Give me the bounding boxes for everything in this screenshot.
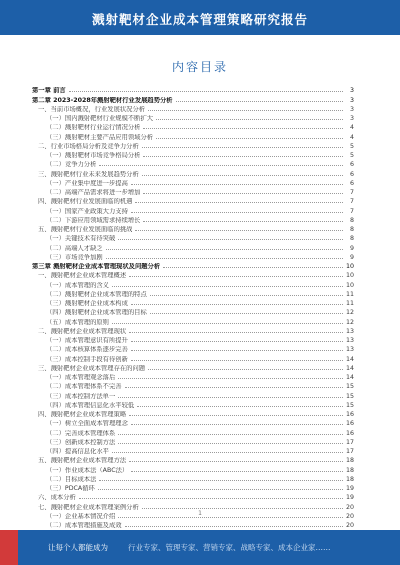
toc-entry-page: 11 [345, 290, 354, 298]
toc-entry[interactable] [32, 363, 354, 372]
toc-entry[interactable] [32, 85, 354, 94]
toc-dot-leader [118, 396, 343, 398]
toc-entry-page: 9 [349, 253, 354, 261]
toc-dot-leader [69, 90, 343, 92]
toc-entry-page: 14 [345, 355, 354, 363]
toc-entry-page: 4 [349, 133, 354, 141]
toc-dot-leader [142, 146, 343, 148]
toc-entry-label: （一）树立全面成本管理理念 [46, 420, 128, 428]
toc-entry-label: 五、溅射靶材行业发展面临的挑战 [38, 226, 133, 233]
toc-dot-leader [112, 322, 343, 324]
toc-entry-page: 15 [345, 401, 354, 409]
toc-entry[interactable] [32, 427, 354, 436]
toc-entry[interactable] [32, 446, 354, 455]
toc-entry[interactable] [32, 483, 354, 492]
toc-entry-page: 16 [345, 420, 354, 428]
toc-entry-page: 8 [349, 235, 354, 243]
toc-dot-leader [129, 414, 343, 416]
toc-dot-leader [129, 275, 343, 277]
toc-dot-leader [148, 368, 343, 370]
toc-entry-page: 5 [349, 142, 354, 150]
toc-entry-page: 20 [345, 522, 354, 529]
toc-entry-label: 六、成本分析 [38, 494, 76, 502]
toc-entry-label: （二）成本管理体系不完善 [46, 383, 122, 391]
toc-entry[interactable] [32, 205, 354, 214]
toc-dot-leader [176, 100, 343, 102]
toc-entry-page: 10 [345, 263, 354, 270]
toc-dot-leader [143, 127, 343, 129]
toc-dot-leader [118, 433, 343, 435]
toc-dot-leader [135, 229, 343, 231]
toc-entry[interactable] [32, 150, 354, 159]
toc-entry-label: （一）溅射靶材市场竞争格局分析 [46, 152, 141, 159]
toc-dot-leader [129, 460, 343, 462]
toc-entry-label: 一、当前市场概况，行业发展状况分析 [38, 105, 146, 113]
toc-entry-page: 19 [345, 494, 354, 502]
toc-entry-page: 7 [349, 207, 354, 215]
toc-entry-label: （四）成本管理信息化水平较低 [46, 401, 135, 409]
toc-entry[interactable] [32, 159, 354, 168]
toc-entry-page: 6 [349, 170, 354, 178]
toc-dot-leader [142, 174, 343, 176]
toc-entry-page: 20 [345, 512, 354, 520]
toc-entry-page: 6 [349, 179, 354, 187]
toc-entry[interactable] [32, 122, 354, 131]
toc-entry[interactable] [32, 418, 354, 427]
toc-dot-leader [143, 155, 343, 157]
toc-entry-page: 9 [349, 244, 354, 252]
toc-entry[interactable] [32, 474, 354, 483]
toc-entry[interactable] [32, 353, 354, 362]
toc-dot-leader [131, 423, 343, 425]
toc-entry-page: 14 [345, 364, 354, 372]
toc-dot-leader [143, 220, 343, 222]
toc-entry-page: 17 [345, 448, 354, 455]
toc-entry[interactable] [32, 113, 354, 122]
toc-dot-leader [137, 405, 343, 407]
toc-dot-leader [131, 211, 343, 213]
toc-entry[interactable] [32, 270, 354, 279]
toc-entry[interactable] [32, 279, 354, 288]
toc-dot-leader [112, 285, 343, 287]
toc-dot-leader [148, 109, 343, 111]
toc-entry[interactable] [32, 233, 354, 242]
toc-entry-label: （四）溅射靶材企业成本管理的目标 [46, 309, 147, 317]
toc-entry-page: 3 [349, 105, 354, 113]
toc-dot-leader [125, 525, 343, 527]
toc-dot-leader [156, 118, 343, 120]
toc-entry-label: （二）溅射靶材行业运行情况分析 [46, 124, 141, 132]
toc-entry[interactable] [32, 464, 354, 473]
toc-entry-label: （一）成本管理的含义 [46, 281, 109, 289]
toc-dot-leader [118, 442, 343, 444]
toc-entry[interactable] [32, 492, 354, 501]
toc-entry[interactable] [32, 131, 354, 140]
toc-dot-leader [106, 257, 343, 259]
toc-entry-label: 第一章 前言 [32, 87, 66, 95]
toc-entry-label: （一）企业基本情况介绍 [46, 512, 116, 520]
report-title: 溅射靶材企业成本管理策略研究报告 [91, 12, 308, 27]
toc-dot-leader [112, 451, 343, 453]
toc-dot-leader [129, 331, 343, 333]
toc-entry-label: 三、溅射靶材企业成本管理存在的问题 [38, 364, 146, 372]
toc-entry-label: （四）提高信息化水平 [46, 448, 109, 455]
toc-dot-leader [125, 386, 343, 388]
toc-entry[interactable] [32, 104, 354, 113]
toc-entry-label: 四、溅射靶材行业发展面临的机遇 [38, 198, 133, 206]
toc-entry-label: 第三章 溅射靶材企业成本管理现状及问题分析 [32, 263, 161, 270]
toc-entry[interactable] [32, 437, 354, 446]
toc-entry-page: 15 [345, 392, 354, 400]
toc-entry-label: 二、溅射靶材企业成本管理现状 [38, 327, 127, 335]
toc-entry-label: （二）成本管理措施及成效 [46, 522, 122, 529]
toc-entry[interactable] [32, 289, 354, 298]
toc-dot-leader [150, 312, 343, 314]
toc-entry[interactable] [32, 242, 354, 251]
header-bar [0, 0, 400, 35]
toc-entry-page: 3 [349, 115, 354, 122]
toc-entry-page: 18 [345, 475, 354, 483]
toc-entry-page: 18 [345, 457, 354, 465]
toc-entry-label: （一）国内溅射靶材行业规模不断扩大 [46, 115, 154, 122]
table-of-contents [32, 85, 354, 529]
toc-dot-leader [118, 238, 343, 240]
toc-entry-page: 13 [345, 327, 354, 335]
toc-entry-label: （一）产业集中度进一步提高 [46, 179, 128, 187]
toc-dot-leader [150, 294, 343, 296]
toc-entry-label: 七、溅射靶材企业成本管理案例分析 [38, 503, 139, 511]
footer-accent-stripe [0, 530, 18, 565]
toc-entry-label: 三、溅射靶材行业未来发展趋势分析 [38, 170, 139, 178]
toc-entry[interactable] [32, 261, 354, 270]
toc-entry-label: （一）成本管理意识有所提升 [46, 337, 128, 344]
toc-entry-label: （二）高端产品需求将进一步增加 [46, 189, 141, 196]
toc-entry[interactable] [32, 381, 354, 390]
toc-dot-leader [143, 192, 343, 194]
toc-entry[interactable] [32, 178, 354, 187]
toc-entry-label: （一）作业成本法（ABC法） [46, 466, 129, 474]
toc-entry[interactable] [32, 316, 354, 325]
toc-entry-label: （二）成本核算体系逐步完善 [46, 346, 128, 354]
toc-entry-label: 第二章 2023-2028年溅射靶材行业发展趋势分析 [32, 96, 173, 104]
toc-title: 内容目录 [171, 60, 228, 74]
footer-slogan: 让每个人都能成为 [48, 543, 108, 552]
toc-entry-label: （二）竞争力分析 [46, 161, 97, 169]
toc-entry-page: 19 [345, 485, 354, 492]
toc-dot-leader [131, 470, 343, 472]
toc-entry[interactable] [32, 196, 354, 205]
toc-entry-label: （三）市场竞争加剧 [46, 253, 103, 261]
toc-entry-label: （二）溅射靶材企业成本管理的特点 [46, 290, 147, 298]
toc-dot-leader [131, 340, 343, 342]
toc-entry-page: 7 [349, 198, 354, 206]
toc-entry-page: 3 [349, 96, 354, 104]
toc-entry[interactable] [32, 344, 354, 353]
toc-entry-label: 二、行业市场格局分析及竞争力分析 [38, 142, 139, 150]
toc-entry[interactable] [32, 215, 354, 224]
toc-entry[interactable] [32, 94, 354, 103]
toc-dot-leader [118, 377, 343, 379]
toc-entry-page: 20 [345, 503, 354, 511]
toc-entry[interactable] [32, 326, 354, 335]
toc-entry-page: 13 [345, 346, 354, 354]
toc-entry-page: 6 [349, 161, 354, 169]
toc-entry-label: 五、溅射靶材企业成本管理方法 [38, 457, 127, 465]
toc-entry[interactable] [32, 372, 354, 381]
toc-entry-label: （三）成本控制方法单一 [46, 392, 116, 400]
toc-entry-page: 16 [345, 429, 354, 437]
toc-entry-label: （三）溅射靶材主要产品应用领域分析 [46, 133, 154, 141]
toc-entry-page: 7 [349, 189, 354, 196]
toc-dot-leader [142, 507, 343, 509]
toc-entry[interactable] [32, 168, 354, 177]
footer-bar [0, 530, 400, 565]
toc-entry-label: （一）国家产业政策大力支持 [46, 207, 128, 215]
toc-entry[interactable] [32, 520, 354, 529]
toc-entry-page: 12 [345, 318, 354, 326]
toc-entry[interactable] [32, 187, 354, 196]
toc-entry-page: 13 [345, 337, 354, 344]
toc-entry-label: （三）溅射靶材企业成本构成 [46, 300, 128, 307]
toc-entry[interactable] [32, 390, 354, 399]
toc-entry-label: （三）成本控制手段有待创新 [46, 355, 128, 363]
toc-dot-leader [131, 349, 343, 351]
toc-dot-leader [99, 479, 343, 481]
toc-entry[interactable] [32, 252, 354, 261]
toc-entry-label: （二）下游应用领域需求持续增长 [46, 216, 141, 224]
toc-entry-page: 4 [349, 124, 354, 132]
toc-entry[interactable] [32, 224, 354, 233]
toc-dot-leader [131, 359, 343, 361]
toc-entry-label: （一）成本管理观念落后 [46, 374, 116, 381]
toc-entry-label: 四、溅射靶材企业成本管理策略 [38, 411, 127, 418]
toc-entry[interactable] [32, 335, 354, 344]
toc-entry[interactable] [32, 400, 354, 409]
toc-entry-page: 16 [345, 411, 354, 418]
toc-entry-label: （五）成本管理的原则 [46, 318, 109, 326]
toc-dot-leader [156, 137, 343, 139]
toc-entry-page: 5 [349, 152, 354, 159]
toc-dot-leader [106, 248, 343, 250]
page-number: 1 [198, 510, 202, 517]
toc-entry-page: 17 [345, 438, 354, 446]
toc-entry-page: 15 [345, 383, 354, 391]
toc-entry-page: 12 [345, 309, 354, 317]
toc-entry[interactable] [32, 298, 354, 307]
toc-entry-page: 10 [345, 281, 354, 289]
toc-entry-label: （一）关键技术有待突破 [46, 235, 116, 243]
toc-entry-page: 8 [349, 226, 354, 233]
toc-entry-label: （二）目标成本法 [46, 475, 97, 483]
toc-entry[interactable] [32, 307, 354, 316]
toc-dot-leader [131, 303, 343, 305]
toc-entry-page: 11 [345, 300, 354, 307]
toc-dot-leader [163, 266, 343, 268]
toc-dot-leader [131, 183, 343, 185]
toc-entry-label: （三）PDCA循环 [46, 485, 95, 492]
toc-dot-leader [79, 497, 343, 499]
toc-entry-page: 18 [345, 466, 354, 474]
toc-dot-leader [99, 164, 343, 166]
toc-entry-page: 14 [345, 374, 354, 381]
footer-expert-list: 行业专家、管理专家、营销专家、战略专家、成本企业家…… [128, 543, 331, 552]
toc-entry[interactable] [32, 141, 354, 150]
toc-entry[interactable] [32, 409, 354, 418]
toc-entry-page: 8 [349, 216, 354, 224]
toc-entry-label: 一、溅射靶材企业成本管理概述 [38, 272, 127, 280]
toc-entry-label: （三）创新成本控制方法 [46, 438, 116, 446]
toc-entry-label: （二）高端人才缺乏 [46, 244, 103, 252]
toc-entry-label: （二）完善成本管理体系 [46, 429, 116, 437]
toc-dot-leader [135, 201, 343, 203]
toc-entry-page: 10 [345, 272, 354, 280]
toc-dot-leader [98, 488, 343, 490]
toc-entry-page: 3 [349, 87, 354, 95]
toc-entry[interactable] [32, 455, 354, 464]
